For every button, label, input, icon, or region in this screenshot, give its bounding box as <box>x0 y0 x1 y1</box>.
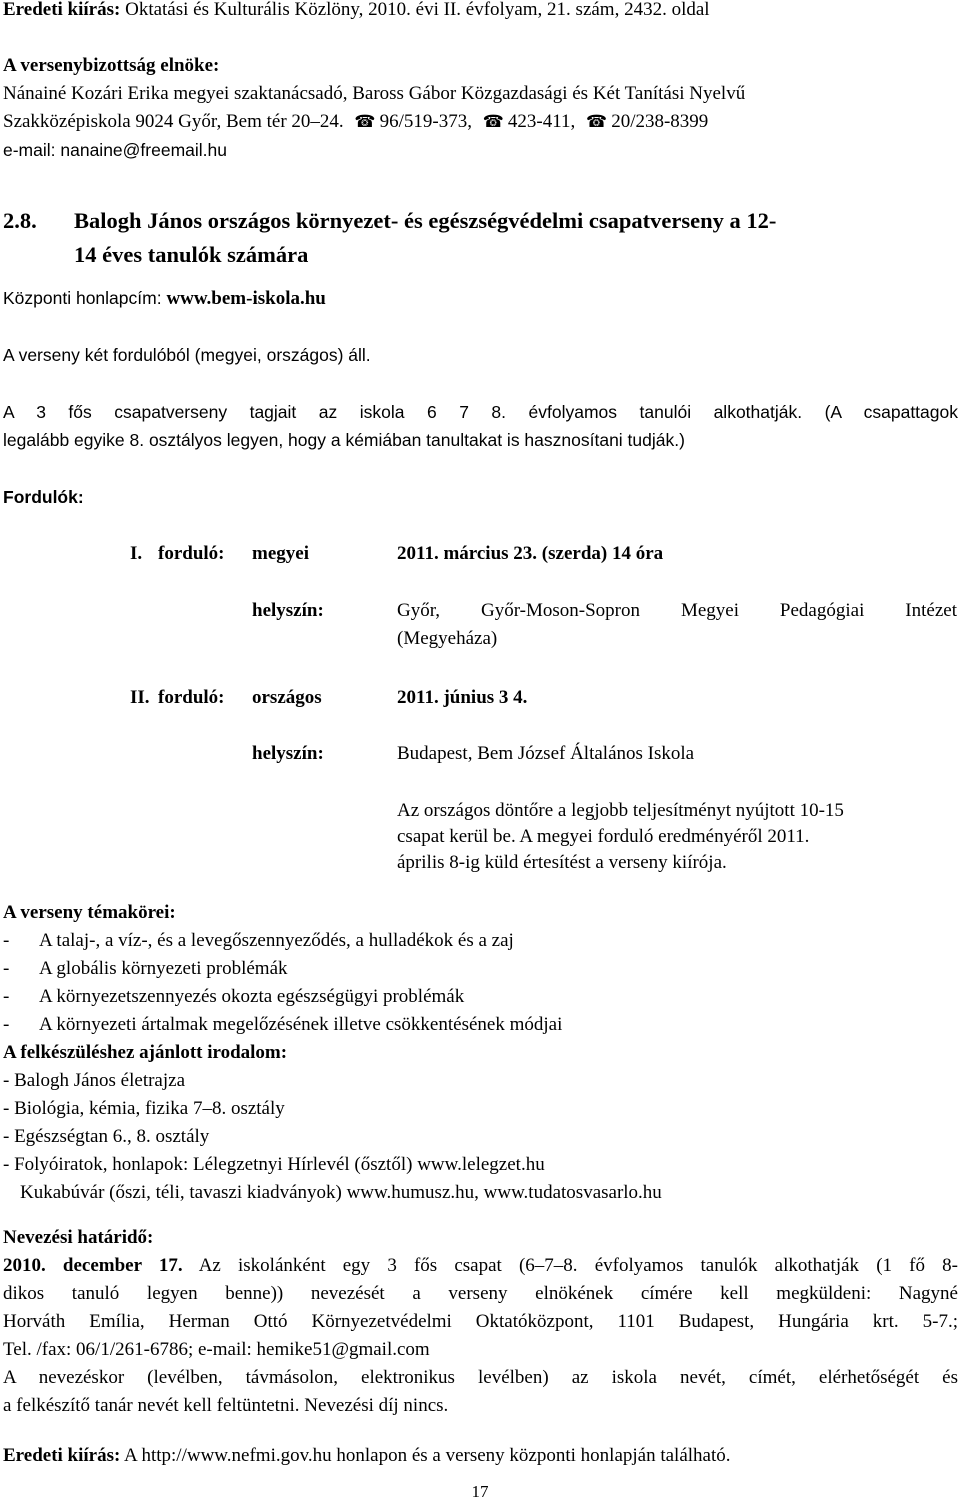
literature-section <box>3 1039 958 1207</box>
topic-item <box>3 927 958 955</box>
telephone-icon: ☎ <box>354 112 376 132</box>
telephone-icon: ☎ <box>586 112 608 132</box>
deadline-section <box>3 1224 958 1420</box>
round-2-number: II. <box>130 687 150 708</box>
rounds-heading: Fordulók: <box>3 487 84 507</box>
phone-number-3: 20/238-8399 <box>611 111 709 132</box>
rounds-note-line-2: csapat kerül be. A megyei forduló eredményéről 2011. <box>397 826 810 847</box>
rounds-intro: A verseny két fordulóból (megyei, országos) áll. <box>3 345 371 365</box>
deadline-line-1 <box>3 1252 958 1280</box>
literature-item: - Biológia, kémia, fizika 7–8. osztály <box>3 1098 285 1119</box>
team-text-line-2: legalább egyike 8. osztályos legyen, hogy a kémiában tanultakat is hasznosítani tudják.) <box>3 430 685 450</box>
team-paragraph <box>3 398 958 454</box>
deadline-line-5: A nevezéskor (levélben, távmásolon, elektronikus levélben) az iskola nevét, címét, elérhetőségét és <box>3 1367 958 1388</box>
committee-email: e-mail: nanaine@freemail.hu <box>3 140 227 160</box>
footer-source-label: Eredeti kiírás: <box>3 1445 121 1466</box>
deadline-line-3: Horváth Emília, Herman Ottó Környezetvédelmi Oktatóközpont, 1101 Budapest, Hungária krt. 5-7.; <box>3 1311 958 1332</box>
footer-source-text: A http://www.nefmi.gov.hu honlapon és a verseny központi honlapján található. <box>120 1445 731 1466</box>
rounds-note-line-1: Az országos döntőre a legjobb teljesítményt nyújtott 10-15 <box>397 800 844 821</box>
homepage-link[interactable]: www.bem-iskola.hu <box>166 288 326 309</box>
round-1-label: forduló: <box>158 543 225 564</box>
literature-item: - Egészségtan 6., 8. osztály <box>3 1126 210 1147</box>
literature-item: - Folyóiratok, honlapok: Lélegzetnyi Hírlevél (ősztől) www.lelegzet.hu <box>3 1154 545 1175</box>
footer-source-line <box>3 1442 958 1470</box>
deadline-line-2: dikos tanuló legyen benne)) nevezését a verseny elnökének címére kell megküldeni: Nagyné <box>3 1283 958 1304</box>
telephone-icon: ☎ <box>482 112 504 132</box>
homepage-label: Központi honlapcím: <box>3 288 167 308</box>
round-1-date: 2011. március 23. <box>397 543 538 564</box>
literature-item: Kukabúvár (őszi, téli, tavaszi kiadványok) www.humusz.hu, www.tudatosvasarlo.hu <box>20 1182 662 1203</box>
section-heading <box>3 204 958 272</box>
round-2-kind: országos <box>252 687 322 708</box>
deadline-heading: Nevezési határidő: <box>3 1227 154 1248</box>
topics-section <box>3 899 958 1039</box>
committee-line-2 <box>3 108 958 136</box>
homepage-line <box>3 284 958 313</box>
deadline-line-1-text: Az iskolánként egy 3 fős csapat (6–7–8. évfolyamos tanulók alkothatják (1 fő 8- <box>182 1255 958 1276</box>
round-2-row <box>130 684 957 740</box>
topic-item <box>3 983 958 1011</box>
topic-dash: - <box>3 958 10 979</box>
topic-text: A talaj-, a víz-, és a levegőszennyeződés, a hulladékok és a zaj <box>39 930 514 951</box>
round-2-place: Budapest, Bem József Általános Iskola <box>397 743 695 764</box>
topic-item <box>3 955 958 983</box>
round-1-row <box>130 540 957 597</box>
round-2-label: forduló: <box>158 687 225 708</box>
committee-heading: A versenybizottság elnöke: <box>3 55 220 76</box>
page-number: 17 <box>471 1482 489 1501</box>
rounds-note-line-3: április 8-ig küld értesítést a verseny kiírója. <box>397 852 727 873</box>
round-1-date-cell <box>397 540 957 597</box>
literature-heading: A felkészüléshez ajánlott irodalom: <box>3 1042 288 1063</box>
committee-line-1: Nánainé Kozári Erika megyei szaktanácsadó, Baross Gábor Közgazdasági és Két Tanítási Nyelvű <box>3 83 746 104</box>
topic-text: A környezeti ártalmak megelőzésének illetve csökkentésének módjai <box>39 1014 563 1035</box>
committee-address: Szakközépiskola 9024 Győr, Bem tér 20–24. <box>3 111 344 132</box>
round-1-time: (szerda) 14 óra <box>537 543 664 564</box>
topic-text: A globális környezeti problémák <box>39 958 288 979</box>
round-1-place-2: (Megyeháza) <box>397 628 498 649</box>
section-number: 2.8. <box>3 208 37 233</box>
round-1-place-label: helyszín: <box>252 600 324 621</box>
round-1-place-cell <box>397 597 957 684</box>
rounds-note <box>397 798 957 876</box>
deadline-line-6: a felkészítő tanár nevét kell feltüntetni. Nevezési díj nincs. <box>3 1395 449 1416</box>
round-2-place-row <box>130 740 957 780</box>
topic-item <box>3 1011 958 1039</box>
round-1-kind: megyei <box>252 543 309 564</box>
phone-number-2: 423-411, <box>507 111 576 132</box>
source-line <box>3 0 958 24</box>
round-1-number: I. <box>130 543 143 564</box>
deadline-date: 2010. december 17. <box>3 1255 183 1276</box>
section-title-line-2: 14 éves tanulók számára <box>74 242 309 267</box>
topic-dash: - <box>3 986 10 1007</box>
round-2-place-label: helyszín: <box>252 743 324 764</box>
topic-dash: - <box>3 930 10 951</box>
literature-item: - Balogh János életrajza <box>3 1070 186 1091</box>
topics-heading: A verseny témakörei: <box>3 902 176 923</box>
source-text: Oktatási és Kulturális Közlöny, 2010. évi II. évfolyam, 21. szám, 2432. oldal <box>120 0 710 20</box>
round-1-place-row <box>130 597 957 684</box>
topic-dash: - <box>3 1014 10 1035</box>
rounds-table <box>130 540 957 780</box>
deadline-line-4: Tel. /fax: 06/1/261-6786; e-mail: hemike51@gmail.com <box>3 1339 430 1360</box>
round-2-date: 2011. június 3 4. <box>397 687 528 708</box>
team-text-line-1: A 3 fős csapatverseny tagjait az iskola 6 7 8. évfolyamos tanulói alkothatják. (A csapattagok <box>3 402 958 422</box>
source-label: Eredeti kiírás: <box>3 0 121 20</box>
round-1-place: Győr, Győr-Moson-Sopron Megyei Pedagógiai Intézet <box>397 600 957 621</box>
topic-text: A környezetszennyezés okozta egészségügyi problémák <box>39 986 465 1007</box>
phone-number-1: 96/519-373, <box>379 111 472 132</box>
section-title-line-1: Balogh János országos környezet- és egészségvédelmi csapatverseny a 12- <box>74 208 777 233</box>
